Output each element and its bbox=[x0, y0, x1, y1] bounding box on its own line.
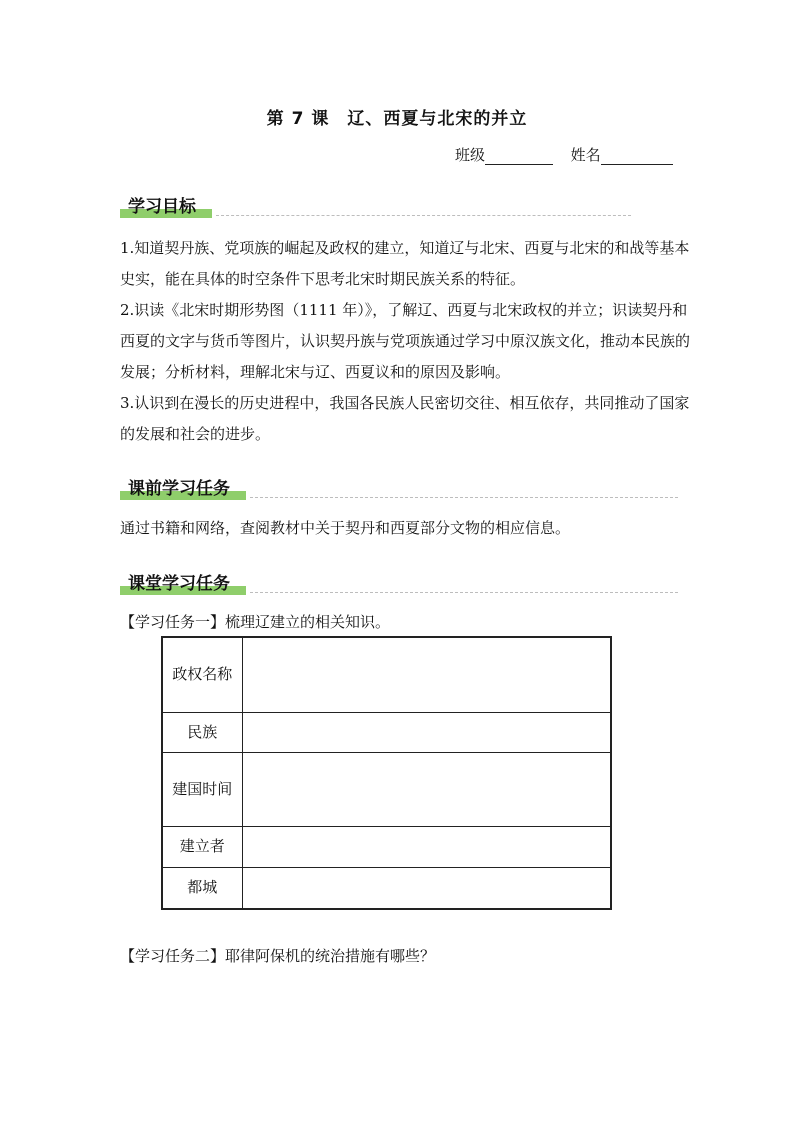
class-blank bbox=[485, 150, 553, 165]
section-objectives-heading: 学习目标 bbox=[120, 190, 635, 218]
page-title: 第 7 课 辽、西夏与北宋的并立 bbox=[266, 109, 528, 129]
table-row bbox=[162, 752, 611, 826]
objectives-body bbox=[120, 233, 690, 450]
objective-item: 2.识读《北宋时期形势图（1111 年）》，了解辽、西夏与北宋政权的并立；识读契丹和西夏的文字与货币等图片，认识契丹族与党项族通过学习中原汉族文化，推动本民族的发展；分析材料，理解北宋与辽、西夏议和的原因及影响。 bbox=[120, 301, 691, 381]
table-row bbox=[162, 712, 611, 752]
row-label-founder: 建立者 bbox=[162, 826, 242, 867]
heading-divider bbox=[250, 592, 678, 593]
heading-divider bbox=[216, 215, 631, 216]
row-label-founding-time: 建国时间 bbox=[162, 752, 242, 826]
answer-cell[interactable] bbox=[242, 867, 611, 909]
table-row bbox=[162, 867, 611, 909]
row-label-regime-name: 政权名称 bbox=[162, 637, 242, 712]
task-two-prompt: 【学习任务二】耶律阿保机的统治措施有哪些？ bbox=[120, 947, 436, 965]
heading-divider bbox=[250, 497, 678, 498]
liao-info-table bbox=[161, 636, 612, 910]
table-row bbox=[162, 637, 611, 712]
class-label: 班级 bbox=[455, 146, 486, 164]
row-label-capital: 都城 bbox=[162, 867, 242, 909]
answer-cell[interactable] bbox=[242, 637, 611, 712]
name-blank bbox=[601, 150, 673, 165]
name-label: 姓名 bbox=[570, 146, 601, 164]
objective-item: 1.知道契丹族、党项族的崛起及政权的建立，知道辽与北宋、西夏与北宋的和战等基本史实，能在具体的时空条件下思考北宋时期民族关系的特征。 bbox=[120, 239, 690, 288]
answer-cell[interactable] bbox=[242, 712, 611, 752]
answer-cell[interactable] bbox=[242, 752, 611, 826]
preclass-task-text: 通过书籍和网络，查阅教材中关于契丹和西夏部分文物的相应信息。 bbox=[120, 519, 571, 537]
answer-cell[interactable] bbox=[242, 826, 611, 867]
student-info-line bbox=[455, 144, 673, 165]
table-row bbox=[162, 826, 611, 867]
row-label-ethnicity: 民族 bbox=[162, 712, 242, 752]
section-preclass-heading: 课前学习任务 bbox=[120, 472, 680, 500]
task-one-prompt: 【学习任务一】梳理辽建立的相关知识。 bbox=[120, 613, 391, 631]
section-inclass-heading: 课堂学习任务 bbox=[120, 567, 680, 595]
objective-item: 3.认识到在漫长的历史进程中，我国各民族人民密切交往、相互依存，共同推动了国家的发展和社会的进步。 bbox=[120, 394, 690, 443]
